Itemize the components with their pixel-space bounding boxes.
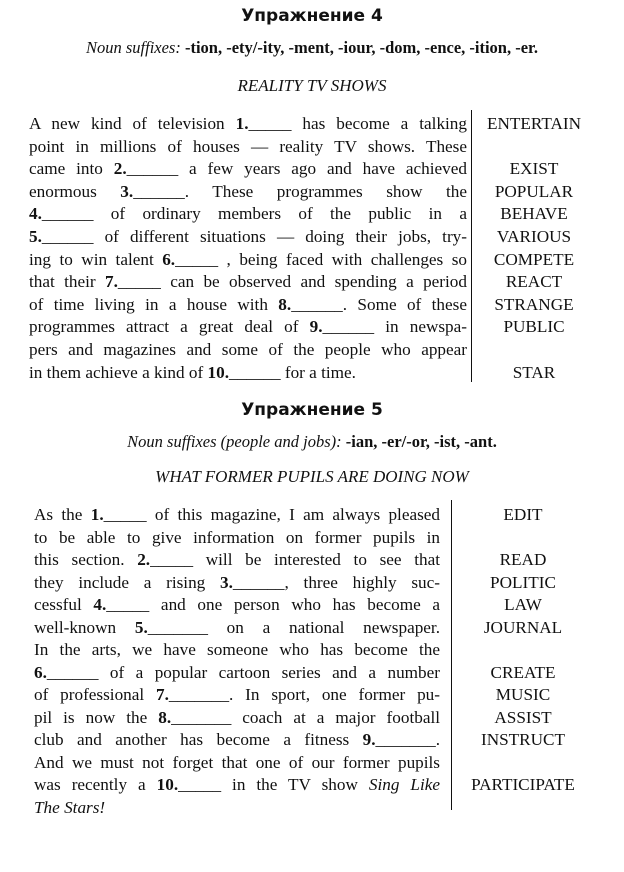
text-line: The Stars! — [34, 797, 106, 817]
text-line: to be able to give information on former pupils in — [34, 527, 440, 547]
exercise-4-instructions — [0, 38, 624, 58]
column-divider — [451, 500, 452, 810]
exercise-4-title: Упражнение 4 — [241, 6, 383, 26]
word-prompt: JOURNAL — [483, 617, 563, 637]
word-prompt: REACT — [505, 272, 563, 292]
text-line: cessful 4._____ and one person who has become a — [34, 595, 440, 614]
text-line: ing to win talent 6._____ , being faced with challenges so — [29, 249, 467, 269]
word-prompt: STAR — [512, 362, 556, 382]
text-line: that their 7._____ can be observed and spending a period — [29, 272, 467, 292]
text-line: of professional 7._______. In sport, one former pu- — [34, 685, 440, 704]
word-prompt: MUSIC — [495, 685, 551, 704]
text-line: In the arts, we have someone who has become the — [34, 640, 440, 659]
text-line: 5.______ of different situations — doing their jobs, try- — [29, 227, 467, 246]
text-line: point in millions of houses — reality TV shows. These — [29, 136, 467, 156]
word-prompt: EDIT — [503, 505, 543, 524]
text-line: came into 2.______ a few years ago and have achieved — [29, 159, 467, 179]
text-line: club and another has become a fitness 9._______. — [34, 730, 440, 749]
text-line: 4.______ of ordinary members of the public in a — [29, 204, 467, 224]
suffix-list: -ian, -er/-or, -ist, -ant. — [345, 432, 497, 451]
word-prompt: STRANGE — [494, 294, 574, 314]
text-line: And we must not forget that one of our former pupils — [34, 752, 440, 772]
text-line: 6.______ of a popular cartoon series and a number — [34, 662, 440, 682]
text-line: was recently a 10._____ in the TV show Sing Like — [34, 775, 440, 794]
text-line: in them achieve a kind of 10.______ for a time. — [29, 362, 356, 382]
suffix-list: -tion, -ety/-ity, -ment, -iour, -dom, -ence, -ition, -er. — [184, 38, 538, 57]
word-prompt: ASSIST — [494, 707, 552, 727]
exercise-5-heading: WHAT FORMER PUPILS ARE DOING NOW — [155, 467, 469, 486]
text-line: of time living in a house with 8.______. Some of these — [29, 294, 467, 314]
text-line: programmes attract a great deal of 9.______ in newspa- — [29, 317, 467, 337]
exercise-5-title: Упражнение 5 — [241, 400, 383, 420]
word-prompt: POLITIC — [490, 572, 556, 592]
text-line: A new kind of television 1._____ has become a talking — [29, 114, 467, 133]
word-prompt: INSTRUCT — [480, 730, 566, 749]
text-line: As the 1._____ of this magazine, I am always pleased — [34, 505, 440, 524]
word-prompt: COMPETE — [493, 249, 575, 269]
text-line: pil is now the 8._______ coach at a major football — [34, 707, 440, 727]
word-prompt: VARIOUS — [496, 227, 572, 246]
word-prompt: EXIST — [509, 159, 559, 179]
word-prompt: LAW — [504, 595, 542, 614]
word-prompt: CREATE — [490, 662, 556, 682]
exercise-5-instructions — [0, 432, 624, 452]
text-line: this section. 2._____ will be interested to see that — [34, 550, 440, 569]
word-prompt: READ — [499, 550, 547, 569]
word-prompt: PARTICIPATE — [471, 775, 575, 794]
word-prompt: BEHAVE — [500, 204, 568, 224]
word-prompt: POPULAR — [494, 181, 574, 201]
word-prompt: PUBLIC — [503, 317, 565, 337]
text-line: pers and magazines and some of the people who appear — [29, 340, 467, 359]
instructions-label: Noun suffixes (people and jobs): — [127, 432, 342, 451]
text-line: well-known 5._______ on a national newspaper. — [34, 617, 440, 637]
word-prompt: ENTERTAIN — [486, 114, 581, 133]
text-line: they include a rising 3.______, three highly suc- — [34, 572, 440, 592]
text-line: enormous 3.______. These programmes show the — [29, 181, 467, 201]
instructions-label: Noun suffixes: — [85, 38, 181, 57]
exercise-4-heading: REALITY TV SHOWS — [237, 76, 387, 95]
